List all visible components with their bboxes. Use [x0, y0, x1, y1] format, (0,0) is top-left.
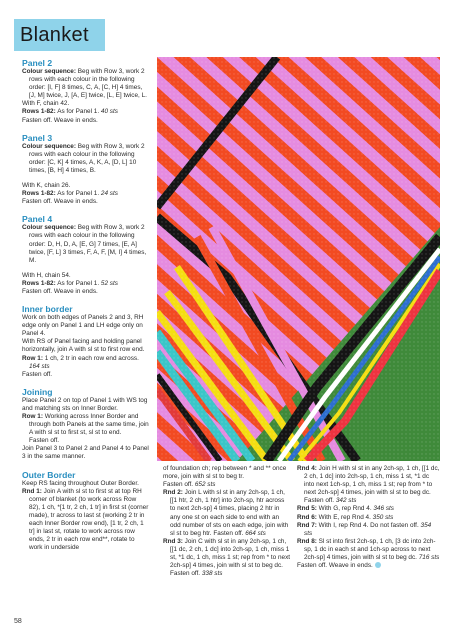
joining-intro: Place Panel 2 on top of Panel 1 with WS tog and matching sts on Inner Border.	[22, 396, 148, 412]
panel-4-colour-sequence: Colour sequence: Beg with Row 3, work 2 rows with each colour in the following order: D, H, D, A, [E, G] 7 times, [E, A] twice, [F, L] 3 times, F, A, F, [M, I] 4 times, M.	[22, 224, 147, 264]
outer-border-rnd-1-cont: of foundation ch; rep between * and ** once more, join with sl st to beg tr.	[163, 465, 287, 481]
panel-2-fasten: Fasten off. Weave in ends.	[22, 116, 98, 124]
outer-border-rnd-1-fasten: Fasten off. 652 sts	[163, 481, 216, 489]
final-note: Fasten off. Weave in ends.	[297, 562, 440, 570]
panel-4-fasten: Fasten off. Weave in ends.	[22, 287, 98, 295]
inner-border-join: With RS of Panel facing and holding panel horizontally, join A with sl st to first row end.	[22, 338, 145, 354]
outer-border-rnd-4: Rnd 4: Join H with sl st in any 2ch-sp, 1 ch, [[1 dc, 2 ch, 1 dc] into 2ch-sp, 1 ch, miss 1 st, *1 dc into next 1ch-sp, 1 ch, miss 1 st; rep from * to next 2ch-sp] 4 times, join with sl st to beg dc. Fasten off. 342 sts	[297, 465, 440, 505]
inner-border-row-1: Row 1: 1 ch, 2 tr in each row end across.	[22, 354, 139, 362]
heading-outer-border: Outer Border	[22, 469, 76, 480]
right-column	[297, 465, 440, 570]
joining-fasten: Fasten off.	[29, 437, 60, 445]
heading-panel-3: Panel 3	[22, 132, 53, 143]
outer-border-rnd-7: Rnd 7: With I, rep Rnd 4. Do not fasten off. 354 sts	[297, 521, 432, 537]
inner-border-sts: 164 sts	[29, 362, 50, 370]
inner-border-fasten: Fasten off.	[22, 370, 53, 378]
panel-2-rows: Rows 1-82: As for Panel 1. 40 sts	[22, 108, 118, 116]
panel-3-rows: Rows 1-82: As for Panel 1. 24 sts	[22, 190, 118, 198]
outer-border-rnd-8: Rnd 8: Sl st into first 2ch-sp, 1 ch, [3 dc into 2ch-sp, 1 dc in each st and 1ch-sp across to next 2ch-sp] 4 times, join with sl st to beg dc. 716 sts	[297, 537, 440, 562]
left-column	[22, 58, 149, 552]
panel-3-fasten: Fasten off. Weave in ends.	[22, 198, 98, 206]
heading-panel-4: Panel 4	[22, 214, 53, 225]
joining-row-1: Row 1: Working across Inner Border and through both Panels at the same time, join A with sl st to first st, sl st to end.	[22, 413, 149, 437]
panel-4-rows: Rows 1-82: As for Panel 1. 52 sts	[22, 279, 118, 287]
inner-border-intro: Work on both edges of Panels 2 and 3, RH edge only on Panel 1 and LH edge only on Panel 4.	[22, 314, 144, 338]
page-number: 58	[14, 618, 22, 625]
heading-panel-2: Panel 2	[22, 58, 53, 68]
panel-2-colour-sequence: Colour sequence: Beg with Row 3, work 2 rows with each colour in the following order: [I, F] 8 times, C, A, [C, H] 4 times, [J, M] twice, J, [A, E] twice, [L, E] twice, L.	[22, 68, 147, 100]
end-dot-icon	[375, 562, 381, 568]
outer-border-rnd-6: Rnd 6: With E, rep Rnd 4. 350 sts	[297, 513, 394, 521]
outer-border-rnd-3: Rnd 3: Join C with sl st in any 2ch-sp, 1 ch, [[1 dc, 2 ch, 1 dc] into 2ch-sp, 1 ch, miss 1 st, *1 dc, 1 ch, miss 1 st; rep from * to next 2ch-sp] 4 times, join with sl st to beg dc. Fasten off. 338 sts	[163, 537, 291, 578]
outer-border-rnd-5: Rnd 5: With G, rep Rnd 4. 346 sts	[297, 505, 394, 513]
outer-border-intro: Keep RS facing throughout Outer Border.	[22, 479, 139, 487]
middle-column	[163, 465, 291, 578]
heading-joining: Joining	[22, 386, 53, 397]
page-title	[14, 19, 105, 51]
panel-2-chain: With F, chain 42.	[22, 100, 70, 108]
panel-4-chain: With H, chain 54.	[22, 271, 71, 279]
blanket-photo	[157, 57, 440, 461]
blanket-photo-illustration	[157, 57, 440, 461]
joining-note: Join Panel 3 to Panel 2 and Panel 4 to Panel 3 in the same manner.	[22, 445, 149, 461]
panel-3-colour-sequence: Colour sequence: Beg with Row 3, work 2 rows with each colour in the following order: [C, K] 4 times, A, K, A, [D, L] 10 times, [B, H] 4 times, B.	[22, 142, 145, 174]
heading-inner-border: Inner border	[22, 304, 73, 315]
outer-border-rnd-1: Rnd 1: Join A with sl st to first st at top RH corner of blanket (to work across Row 82), 1 ch, *[1 tr, 2 ch, 1 tr] in first st (corner made), tr across to last st (working 2 tr in each Inner Border row end), [1 tr, 2 ch, 1 tr] in last st, rotate to work across row ends, 2 tr in each row end**, rotate to work in underside	[22, 487, 149, 552]
panel-3-chain: With K, chain 26.	[22, 182, 71, 190]
page-title-text: Blanket	[20, 23, 89, 46]
outer-border-rnd-2: Rnd 2: Join L with sl st in any 2ch-sp, 1 ch, [[1 htr, 2 ch, 1 htr] into 2ch-sp, htr across to next 2ch-sp] 4 times, placing 2 htr in any one st on each side to end with an odd number of sts on each edge, join with sl st to beg htr. Fasten off. 664 sts	[163, 489, 289, 537]
